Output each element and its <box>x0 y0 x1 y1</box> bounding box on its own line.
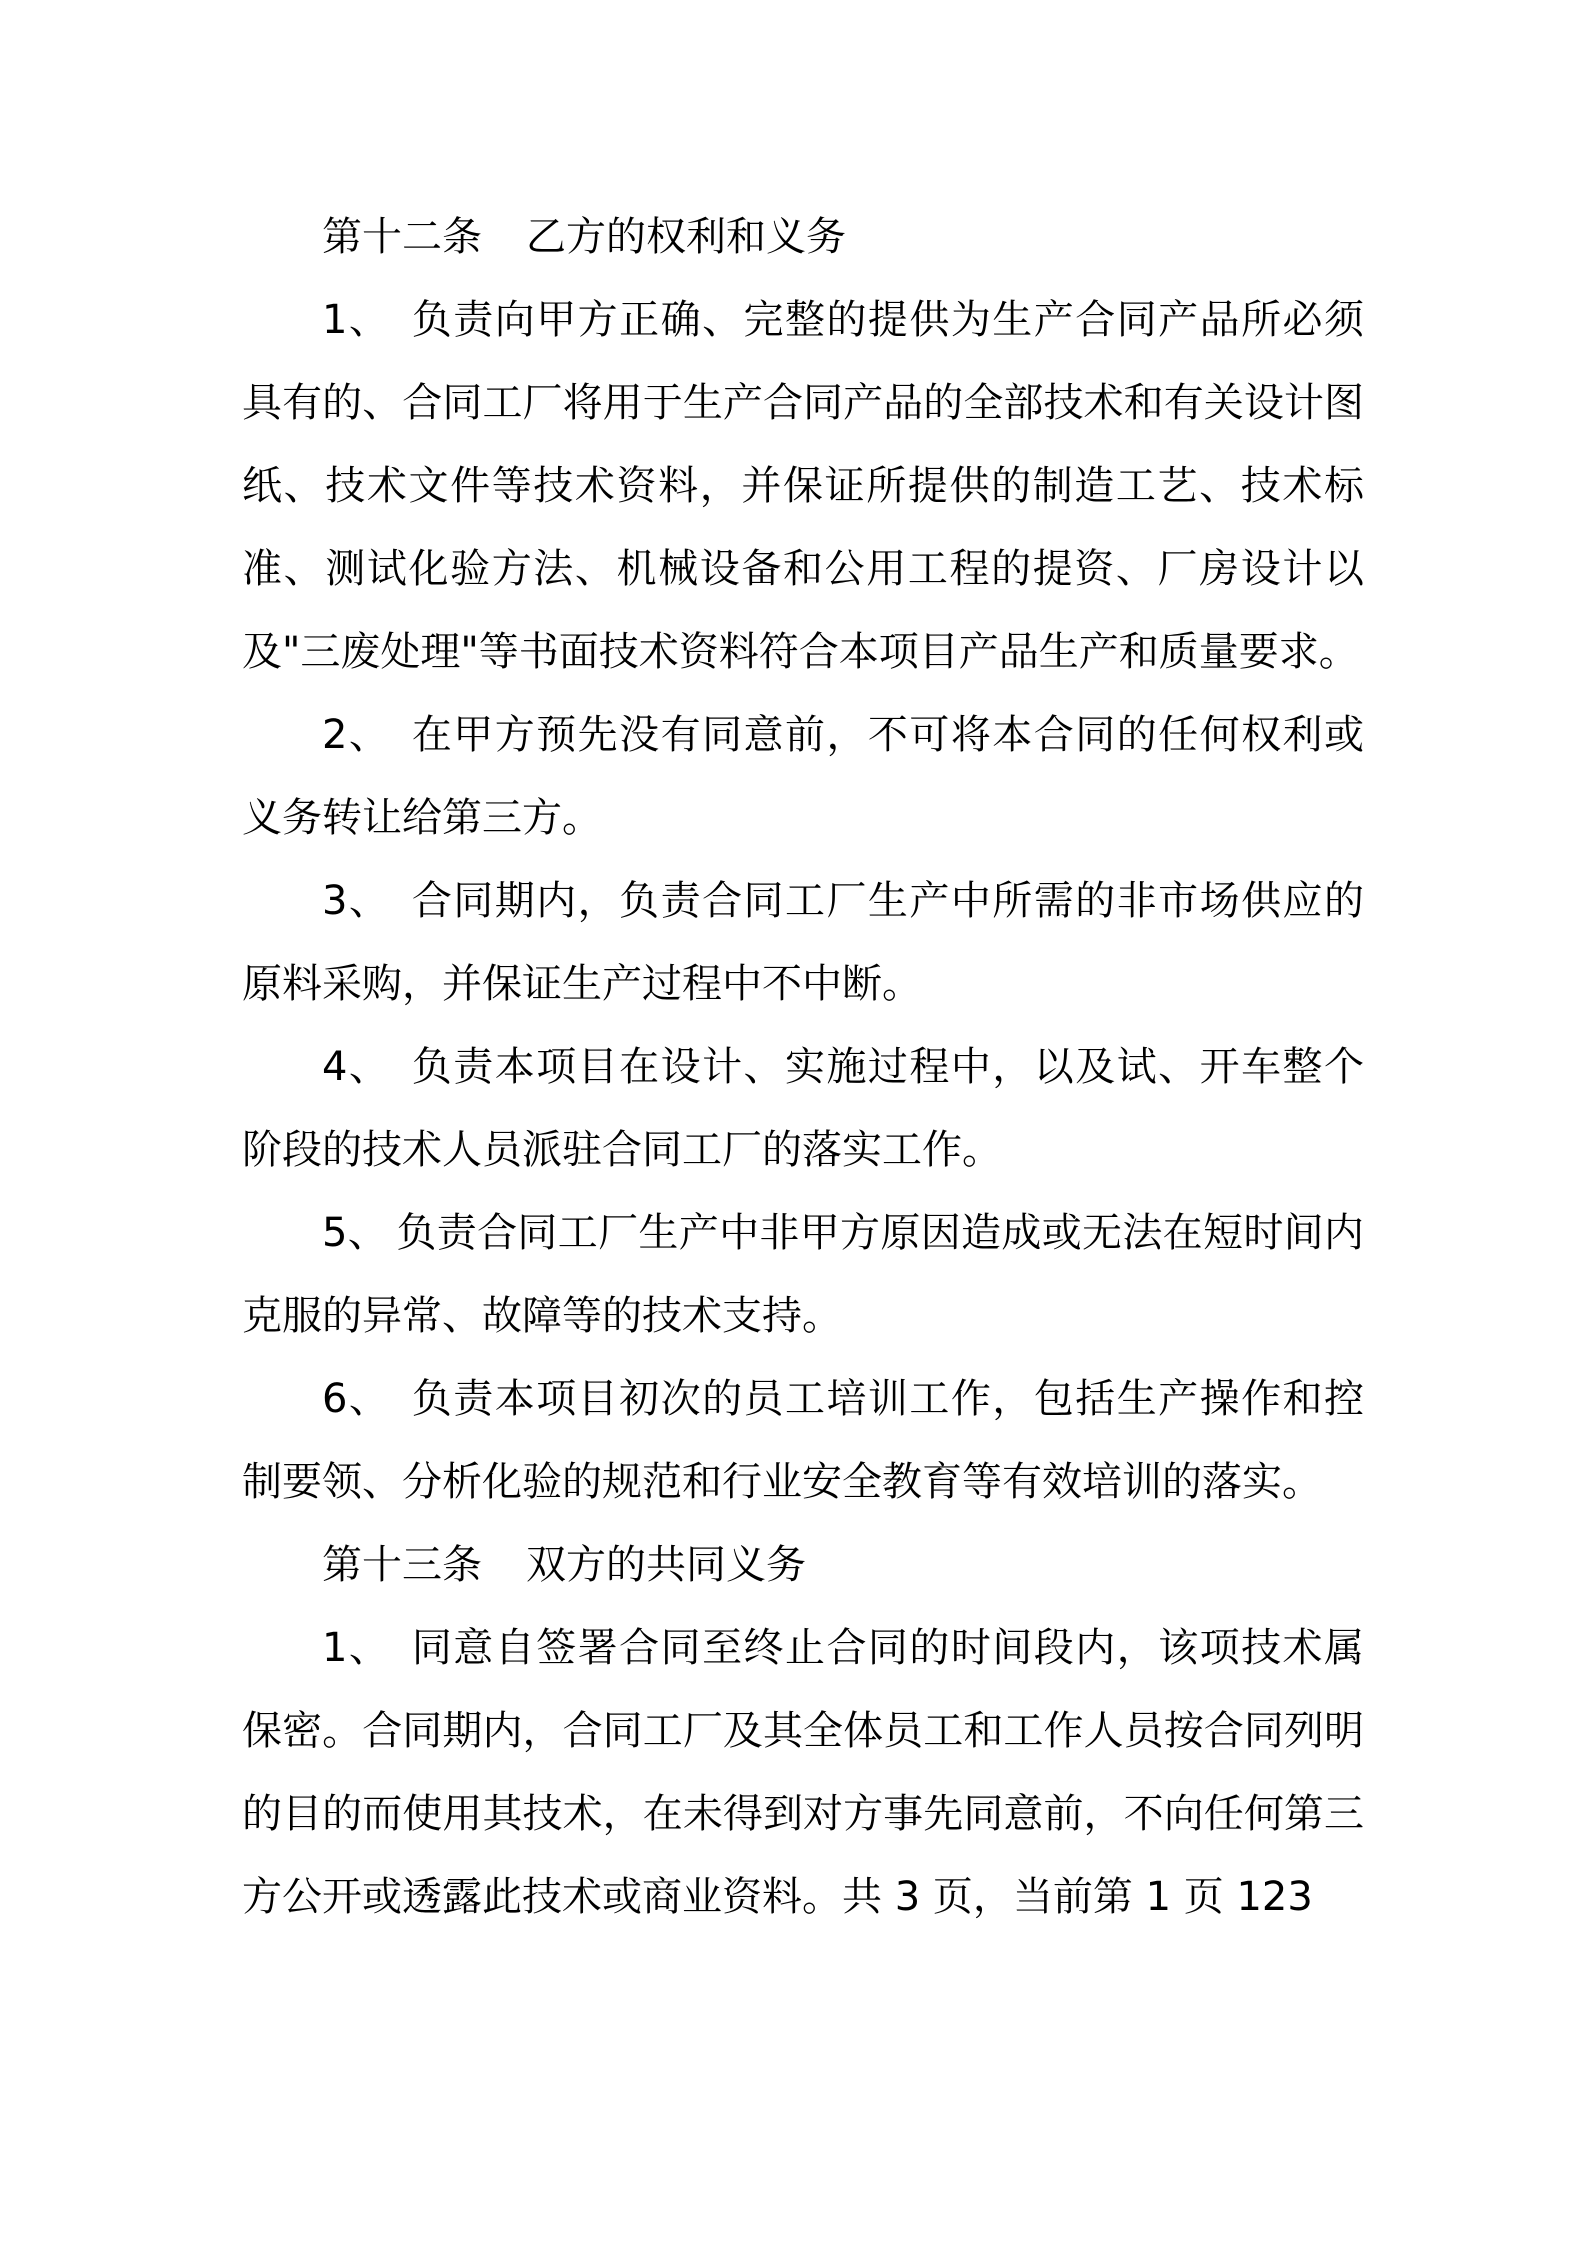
item-number: 1、 <box>322 1625 391 1671</box>
article-13-item-1 <box>242 1607 1364 1939</box>
article-12-item-1 <box>242 279 1364 694</box>
item-number: 5、 <box>322 1210 389 1256</box>
item-text: 负责本项目初次的员工培训工作，包括生产操作和控制要领、分析化验的规范和行业安全教育等有效培训的落实。 <box>242 1376 1364 1505</box>
item-number: 1、 <box>322 297 391 343</box>
article-12-number: 第十二条 <box>322 214 482 260</box>
article-13-heading <box>242 1524 1364 1607</box>
item-text: 合同期内，负责合同工厂生产中所需的非市场供应的原料采购，并保证生产过程中不中断。 <box>242 878 1364 1007</box>
article-12-item-6 <box>242 1358 1364 1524</box>
item-number: 2、 <box>322 712 391 758</box>
item-number: 6、 <box>322 1376 391 1422</box>
article-12-heading <box>242 196 1364 279</box>
item-number: 3、 <box>322 878 391 924</box>
article-13-title: 双方的共同义务 <box>526 1542 806 1588</box>
article-12-title: 乙方的权利和义务 <box>526 214 846 260</box>
article-13-number: 第十三条 <box>322 1542 482 1588</box>
item-text: 在甲方预先没有同意前，不可将本合同的任何权利或义务转让给第三方。 <box>242 712 1364 841</box>
article-12-item-4 <box>242 1026 1364 1192</box>
article-12-item-2 <box>242 694 1364 860</box>
item-text: 负责合同工厂生产中非甲方原因造成或无法在短时间内克服的异常、故障等的技术支持。 <box>242 1210 1364 1339</box>
item-number: 4、 <box>322 1044 391 1090</box>
item-text: 同意自签署合同至终止合同的时间段内，该项技术属保密。合同期内，合同工厂及其全体员工和工作人员按合同列明的目的而使用其技术，在未得到对方事先同意前，不向任何第三方公开或透露此技术或商业资料。 <box>242 1625 1364 1920</box>
page-info: 共 3 页，当前第 1 页 123 <box>842 1874 1313 1920</box>
article-12-item-3 <box>242 860 1364 1026</box>
article-12-item-5 <box>242 1192 1364 1358</box>
item-text: 负责向甲方正确、完整的提供为生产合同产品所必须具有的、合同工厂将用于生产合同产品的全部技术和有关设计图纸、技术文件等技术资料，并保证所提供的制造工艺、技术标准、测试化验方法、机械设备和公用工程的提资、厂房设计以及"三废处理"等书面技术资料符合本项目产品生产和质量要求。 <box>242 297 1364 675</box>
item-text: 负责本项目在设计、实施过程中，以及试、开车整个阶段的技术人员派驻合同工厂的落实工作。 <box>242 1044 1364 1173</box>
document-body <box>242 196 1364 1939</box>
